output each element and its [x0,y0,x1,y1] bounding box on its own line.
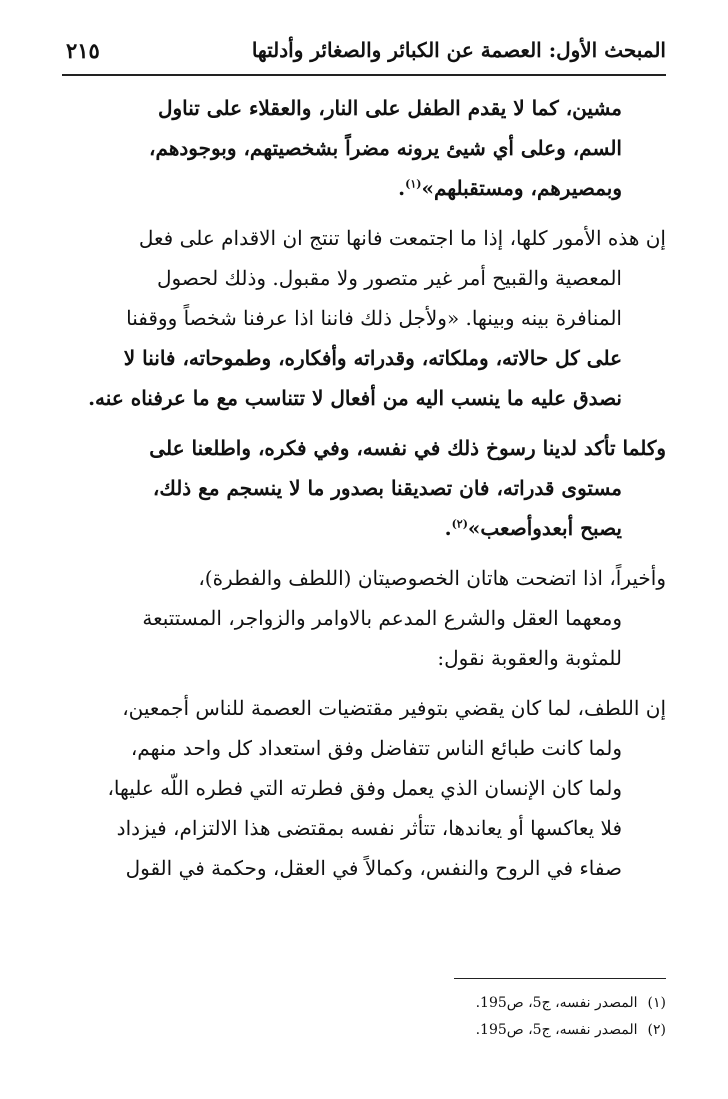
text-line [62,688,666,728]
line-text: إن اللطف، لما كان يقضي بتوفير مقتضيات العصمة للناس أجمعين، [122,696,666,720]
paragraph [62,558,666,678]
line-text: مستوى قدراته، فان تصديقنا بصدور ما لا ينسجم مع ذلك، [152,476,622,500]
line-text: ومعهما العقل والشرع المدعم بالاوامر والزواجر، المستتبعة [142,606,622,630]
line-text: صفاء في الروح والنفس، وكمالاً في العقل، وحكمة في القول [125,856,622,880]
line-text: السم، وعلى أي شيئ يرونه مضراً بشخصيتهم، وبوجودهم، [149,136,622,160]
text-line [62,468,666,508]
text-line [62,638,666,678]
text-line [62,428,666,468]
paragraph [62,88,666,208]
text-line [62,218,666,258]
line-text: نصدق عليه ما ينسب اليه من أفعال لا تتناسب مع ما عرفناه عنه. [88,386,622,410]
line-text: يصبح أبعدوأصعب» [467,516,622,540]
text-line [62,298,666,338]
footnote-reference[interactable]: (١) [405,177,422,191]
line-text: وكلما تأكد لدينا رسوخ ذلك في نفسه، وفي فكره، واطلعنا على [149,436,666,460]
paragraph [62,428,666,548]
text-line [62,88,666,128]
footnote-number: (١) [647,995,666,1011]
footnote-text: المصدر نفسه، ج5، ص195. [475,1022,638,1038]
line-suffix: . [444,516,452,540]
line-text: للمثوبة والعقوبة نقول: [437,646,622,670]
running-title: المبحث الأول: العصمة عن الكبائر والصغائر وأدلتها [251,38,666,62]
text-line [62,508,666,548]
footnote-number: (٢) [647,1022,666,1038]
footnote-separator [454,978,666,979]
line-text: المنافرة بينه وبينها. «ولأجل ذلك فاننا اذا عرفنا شخصاً ووقفنا [126,306,622,330]
paragraph [62,688,666,888]
footnotes [62,990,666,1044]
text-line [62,338,666,378]
line-text: على كل حالاته، وملكاته، وقدراته وأفكاره، وطموحاته، فاننا لا [123,346,622,370]
line-text: ولما كانت طبائع الناس تتفاضل وفق استعداد كل واحد منهم، [130,736,622,760]
line-text: ولما كان الإنسان الذي يعمل وفق فطرته التي فطره اللّه عليها، [107,776,622,800]
text-line [62,168,666,208]
text-line [62,378,666,418]
body-text [62,88,666,898]
line-text: وأخيراً، اذا اتضحت هاتان الخصوصيتان (اللطف والفطرة)، [198,566,666,590]
text-line [62,768,666,808]
footnote [62,1017,666,1044]
line-suffix: . [398,176,406,200]
text-line [62,808,666,848]
page-number: ٢١٥ [66,38,100,63]
line-text: المعصية والقبيح أمر غير متصور ولا مقبول. وذلك لحصول [156,266,622,290]
text-line [62,598,666,638]
line-text: مشين، كما لا يقدم الطفل على النار، والعقلاء على تناول [157,96,622,120]
line-text: إن هذه الأمور كلها، إذا ما اجتمعت فانها تنتج ان الاقدام على فعل [138,226,666,250]
footnote [62,990,666,1017]
line-text: فلا يعاكسها أو يعاندها، تتأثر نفسه بمقتضى هذا الالتزام، فيزداد [116,816,622,840]
line-text: وبمصيرهم، ومستقبلهم» [421,176,622,200]
text-line [62,728,666,768]
text-line [62,848,666,888]
text-line [62,258,666,298]
page-header [62,34,666,76]
footnote-reference[interactable]: (٢) [451,517,468,531]
footnote-text: المصدر نفسه، ج5، ص195. [475,995,638,1011]
paragraph [62,218,666,418]
text-line [62,128,666,168]
text-line [62,558,666,598]
